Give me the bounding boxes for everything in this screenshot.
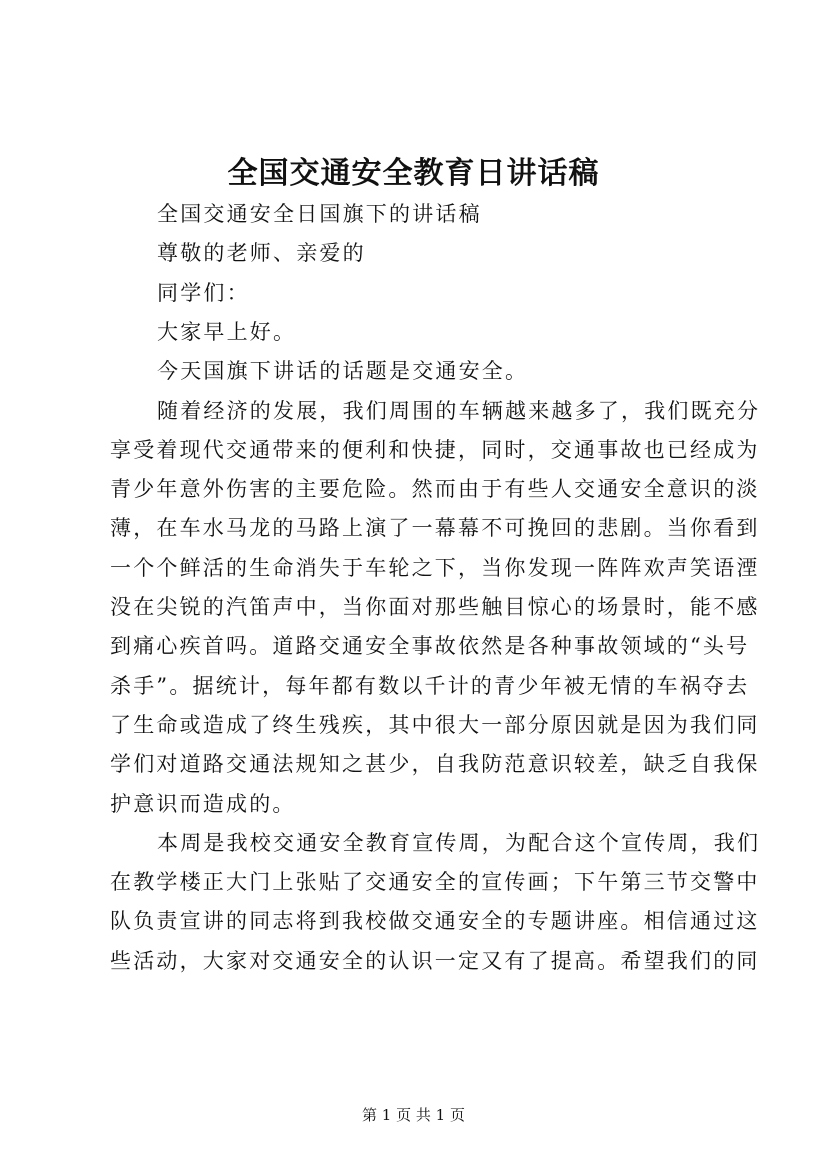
page-footer: 第 1 页 共 1 页 [362,1106,465,1124]
body-line: 没在尖锐的汽笛声中，当你面对那些触目惊心的场景时，能不感 [110,595,760,619]
body-line: 今天国旗下讲话的话题是交通安全。 [157,359,529,384]
body-line: 队负责宣讲的同志将到我校做交通安全的专题讲座。相信通过这 [110,909,760,934]
body-line: 杀手”。据统计，每年都有数以千计的青少年被无情的车祸夺去 [110,673,750,698]
body-line: 尊敬的老师、亲爱的 [157,241,366,266]
body-line: 了生命或造成了终生残疾，其中很大一部分原因就是因为我们同 [110,712,760,737]
body-line: 本周是我校交通安全教育宣传周，为配合这个宣传周，我们 [157,830,761,855]
body-line: 到痛心疾首吗。道路交通安全事故依然是各种事故领域的“头号 [110,634,750,659]
body-line: 随着经济的发展，我们周围的车辆越来越多了，我们既充分 [157,398,761,423]
body-line: 全国交通安全日国旗下的讲话稿 [157,202,482,226]
body-line: 大家早上好。 [157,319,297,344]
body-line: 在教学楼正大门上张贴了交通安全的宣传画；下午第三节交警中 [110,870,760,895]
body-line: 护意识而造成的。 [110,791,296,816]
body-line: 些活动，大家对交通安全的认识一定又有了提高。希望我们的同 [110,948,760,973]
body-line: 同学们： [157,280,250,305]
body-line: 享受着现代交通带来的便利和快捷，同时，交通事故也已经成为 [110,437,760,462]
document-title: 全国交通安全教育日讲话稿 [227,156,600,191]
body-line: 学们对道路交通法规知之甚少，自我防范意识较差，缺乏自我保 [110,752,760,777]
body-line: 青少年意外伤害的主要危险。然而由于有些人交通安全意识的淡 [110,477,760,502]
body-line: 一个个鲜活的生命消失于车轮之下，当你发现一阵阵欢声笑语湮 [110,555,760,580]
body-line: 薄，在车水马龙的马路上演了一幕幕不可挽回的悲剧。当你看到 [110,516,760,541]
